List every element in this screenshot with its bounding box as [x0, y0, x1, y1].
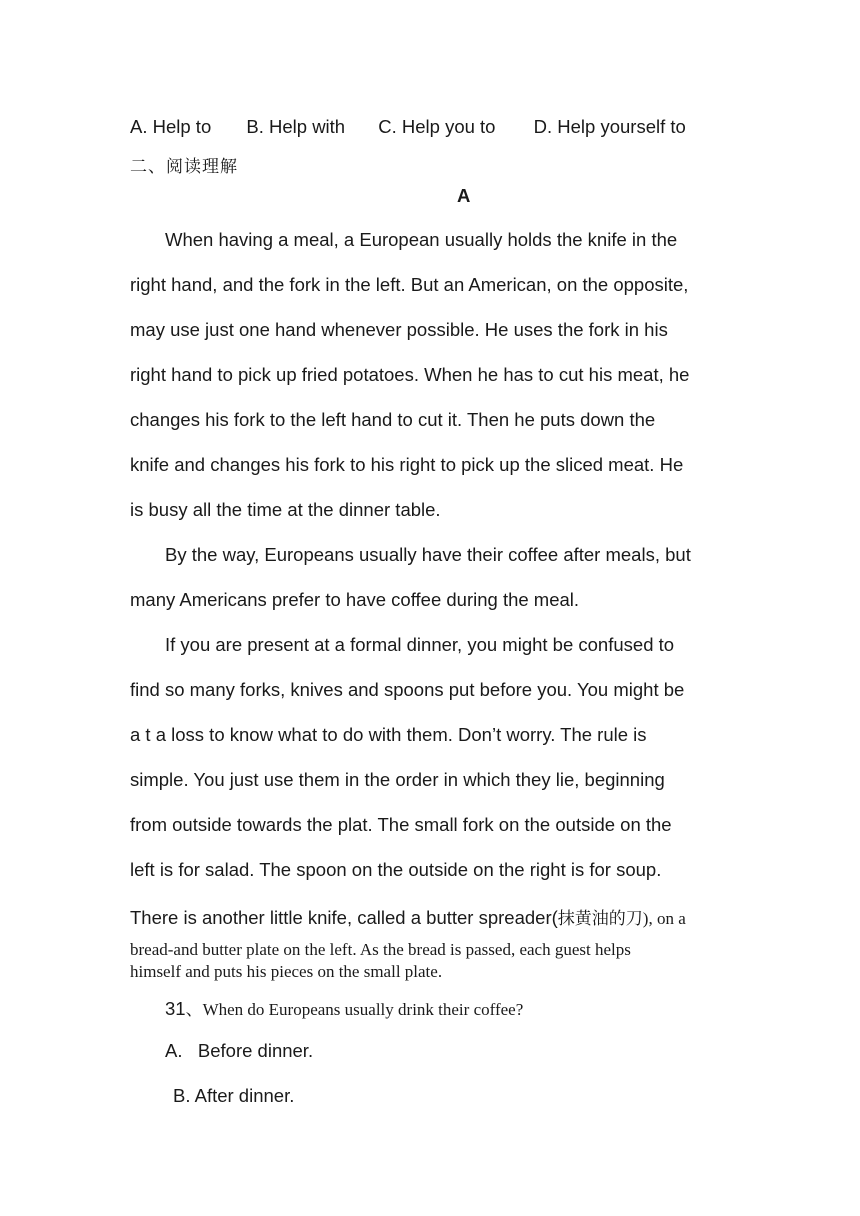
question-number: 31 [165, 998, 186, 1019]
passage-line: left is for salad. The spoon on the outside on the right is for soup. [130, 859, 662, 880]
section-heading: 二、阅读理解 [130, 157, 238, 176]
question-separator: 、 [185, 1000, 203, 1019]
passage-line: changes his fork to the left hand to cut it. Then he puts down the [130, 409, 656, 430]
option-c: C. Help you to [378, 116, 496, 137]
passage-line: right hand, and the fork in the left. But an American, on the opposite, [130, 274, 689, 295]
answer-option-b: B. After dinner. [173, 1085, 295, 1106]
passage-line: bread-and butter plate on the left. As the bread is passed, each guest helps [130, 940, 631, 959]
option-d: D. Help yourself to [533, 116, 686, 137]
passage-line: is busy all the time at the dinner table. [130, 499, 441, 520]
passage-line: find so many forks, knives and spoons put before you. You might be [130, 679, 685, 700]
passage-title: A [457, 185, 471, 206]
option-a: A. Help to [130, 116, 212, 137]
passage-line: a t a loss to know what to do with them. Don’t worry. The rule is [130, 724, 647, 745]
passage-line: himself and puts his pieces on the small plate. [130, 962, 443, 981]
passage-line: right hand to pick up fried potatoes. When he has to cut his meat, he [130, 364, 690, 385]
passage-line: from outside towards the plat. The small fork on the outside on the [130, 814, 672, 835]
question-31 [165, 995, 523, 1020]
mixed-cjk-text: 抹黄油的刀 [557, 909, 643, 928]
mixed-serif-text: ), on a [642, 909, 686, 928]
passage-line: If you are present at a formal dinner, you might be confused to [165, 634, 675, 655]
passage-line: may use just one hand whenever possible. He uses the fork in his [130, 319, 668, 340]
passage-line: many Americans prefer to have coffee during the meal. [130, 589, 580, 610]
passage-line: By the way, Europeans usually have their coffee after meals, but [165, 544, 691, 565]
passage-line: simple. You just use them in the order in which they lie, beginning [130, 769, 665, 790]
option-b: B. Help with [246, 116, 346, 137]
question-text: When do Europeans usually drink their coffee? [202, 1000, 524, 1019]
answer-option-a: A. Before dinner. [165, 1040, 314, 1061]
passage-line-mixed [130, 904, 686, 929]
previous-question-options [130, 116, 686, 138]
passage-line: When having a meal, a European usually holds the knife in the [165, 229, 678, 250]
mixed-sans-text: There is another little knife, called a butter spreader( [130, 907, 558, 928]
passage-line: knife and changes his fork to his right to pick up the sliced meat. He [130, 454, 684, 475]
